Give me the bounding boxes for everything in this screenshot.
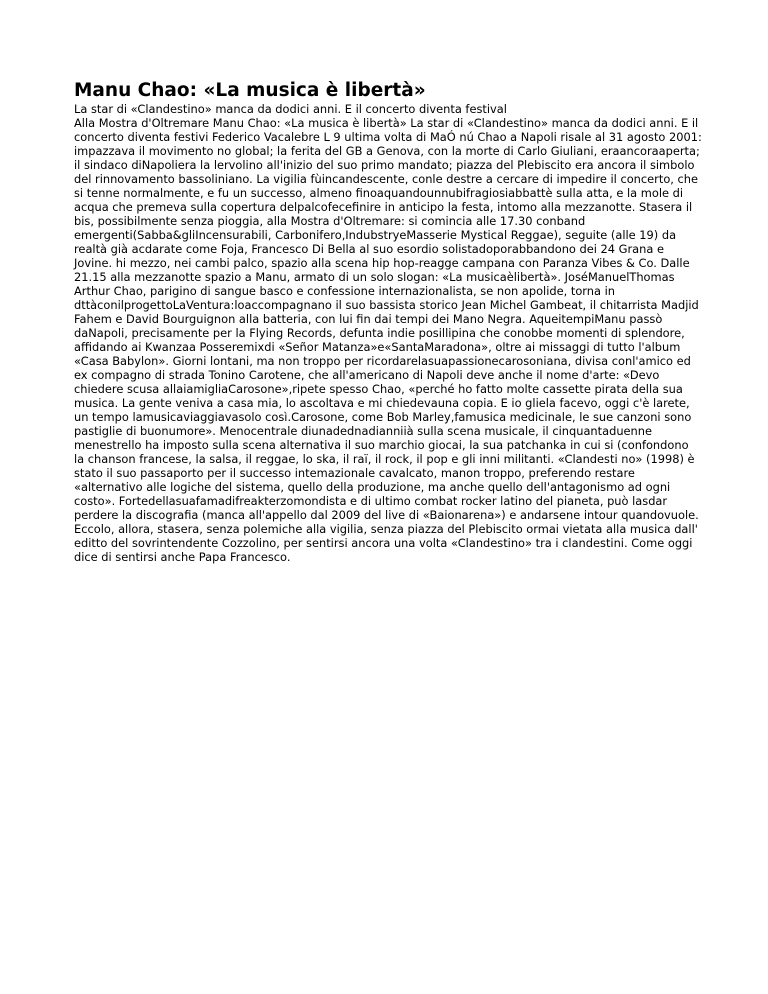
article-body: Alla Mostra d'Oltremare Manu Chao: «La musica è libertà» La star di «Clandestino» manca da dodici anni. E il concerto diventa festivi Federico Vacalebre L 9 ultima volta di MaÓ nú Chao a Napoli risale al 31 agosto 2001: impazzava il movimento no global; la ferita del GB a Genova, con la morte di Carlo Giuliani, eraancoraaperta; il sindaco diNapoliera la lervolino all'inizio del suo primo mandato; piazza del Plebiscito era ancora il simbolo del rinnovamento bassoliniano. La vigilia fùincandescente, conle destre a cercare di impedire il concerto, che si tenne normalmente, e fu un successo, almeno finoaquandounnubifragiosiabbattè sulla atta, e la mole di acqua che premeva sulla copertura delpalcofecefinire in anticipo la festa, intomo alla mezzanotte. Stasera il bis, possibilmente senza pioggia, alla Mostra d'Oltremare: si comincia alle 17.30 conband emergenti(Sabba&gliIncensurabili, Carbonifero,IndubstryeMasserie Mystical Reggae), seguite (alle 19) da realtà già acdarate come Foja, Francesco Di Bella al suo esordio solistadoporabbandono dei 24 Grana e Jovine. hi mezzo, nei cambi palco, spazio alla scena hip hop-reagge campana con Paranza Vibes & Co. Dalle 21.15 alla mezzanotte spazio a Manu, armato di un solo slogan: «La musicaèlibertà». JoséManuelThomas Arthur Chao, parigino di sangue basco e confessione internazionalista, se non apolide, torna in dttàconilprogettoLaVentura:loaccompagnano il suo bassista storico Jean Michel Gambeat, il chitarrista Madjid Fahem e David Bourguignon alla batteria, con lui fin dai tempi dei Mano Negra. AqueitempiManu passò daNapoli, precisamente per la Flying Records, defunta indie posillipina che conobbe momenti di splendore, affidando ai Kwanzaa Posseremixdi «Señor Matanza»e«SantaMaradona», oltre ai missaggi di tutto l'album «Casa Babylon». Giorni lontani, ma non troppo per ricordarelasuapassionecarosoniana, divisa conl'amico ed ex compagno di strada Tonino Carotene, che all'americano di Napoli deve anche il nome d'arte: «Devo chiedere scusa allaiamigliaCarosone»,ripete spesso Chao, «perché ho fatto molte cassette pirata della sua musica. La gente veniva a casa mia, lo ascoltava e mi chiedevauna copia. E io gliela facevo, oggi c'è larete, un tempo lamusicaviaggiavasolo così.Carosone, come Bob Marley,famusica medicinale, le sue canzoni sono pastiglie di buonumore». Menocentrale diunadednadianniià sulla scena musicale, il cinquantaduenne menestrello ha imposto sulla scena alternativa il suo marchio giocai, la sua patchanka in cui si (confondono la chanson francese, la salsa, il reggae, lo ska, il raï, il rock, il pop e gli inni militanti. «Clandesti no» (1998) è stato il suo passaporto per il successo intemazionale cavalcato, manon troppo, preferendo restare «alternativo alle logiche del sistema, quello della produzione, ma anche quello dell'antagonismo ad ogni costo». Fortedellasuafamadifreakterzomondista e di ultimo combat rocker latino del pianeta, può lasdar perdere la discografia (manca all'appello dal 2009 del live di «Baionarena») e andarsene intour quandovuole. Eccolo, allora, stasera, senza polemiche alla vigilia, senza piazza del Plebiscito ormai vietata alla musica dall' editto del sovrintendente Cozzolino, per sentirsi ancora una volta «Clandestino» tra i clandestini. Come oggi dice di sentirsi anche Papa Francesco. (74, 116, 702, 564)
article-subtitle: La star di «Clandestino» manca da dodici anni. E il concerto diventa festival (74, 102, 507, 116)
document-page (74, 80, 702, 564)
article-title: Manu Chao: «La musica è libertà» (74, 80, 426, 101)
